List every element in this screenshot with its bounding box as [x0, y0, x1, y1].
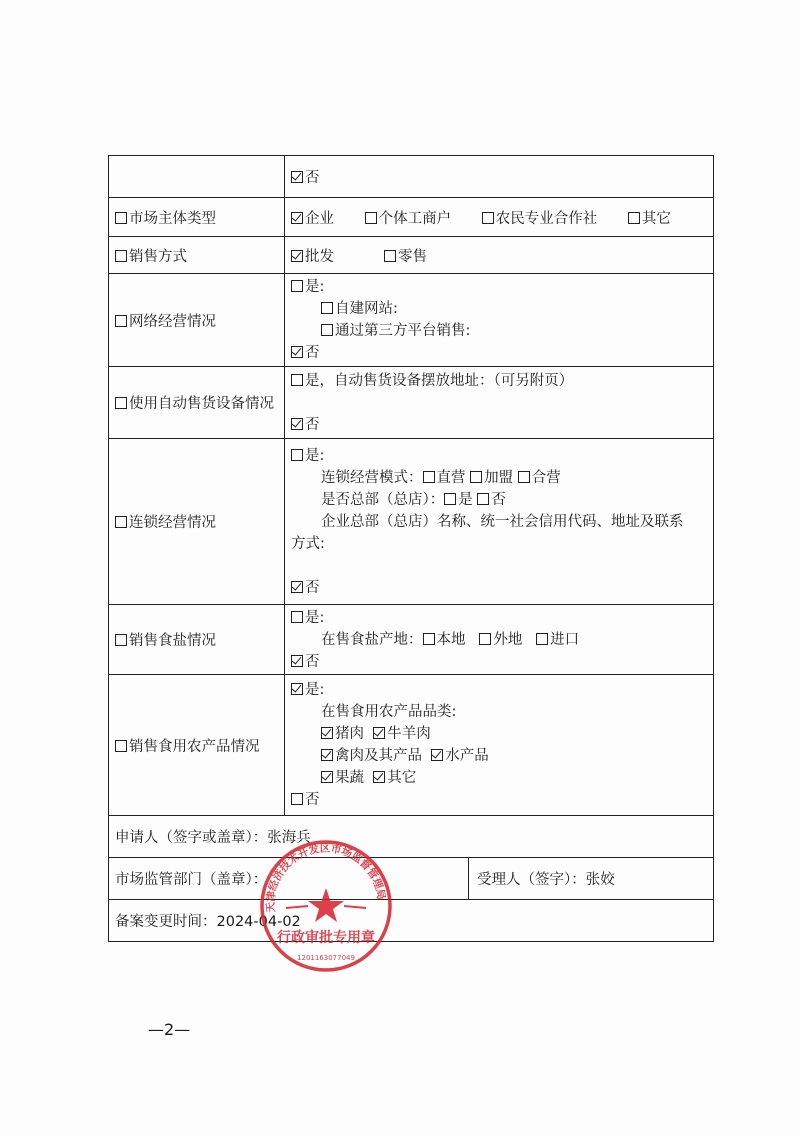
checkbox-icon	[115, 397, 127, 409]
seal-code: 1201163077049	[297, 954, 355, 962]
checkbox-icon	[291, 171, 303, 183]
checkbox-icon	[291, 250, 303, 262]
checkbox-icon	[115, 315, 127, 327]
checkbox-icon	[518, 471, 530, 483]
checkbox-icon	[291, 611, 303, 623]
checkbox-icon	[321, 302, 333, 314]
label-entity-type: 市场主体类型	[129, 210, 216, 227]
checkbox-icon	[479, 633, 491, 645]
receiver-field: 受理人（签字）：张姣	[477, 872, 615, 888]
checkbox-icon	[115, 250, 127, 262]
checkbox-icon	[628, 212, 640, 224]
checkbox-icon	[482, 212, 494, 224]
checkbox-icon	[115, 740, 127, 752]
checkbox-icon	[477, 493, 489, 505]
checkbox-icon	[321, 749, 333, 761]
checkbox-icon	[321, 727, 333, 739]
applicant-field: 申请人（签字或盖章）：张海兵	[109, 816, 714, 858]
checkbox-icon	[115, 212, 127, 224]
checkbox-icon	[321, 771, 333, 783]
checkbox-icon	[291, 280, 303, 292]
checkbox-icon	[291, 212, 303, 224]
filing-form-table: 否 市场主体类型 企业 个体工商户 农民专业合作社 其它 销售方式 批发 零售 网络经营情况 是: 自建网站: 通过第三方平台销售: 否 使用自动售货设备情况 是，自动售货设备摆放地址：（可另附页） 否 连锁经营情况 是: 连锁经营模式： 直营 加盟 合营 是否总部（总店）： 是 否 企业总部（总店）名称、统一社会信用代码、地址及联系 方式: 否 销售食盐情况 是: 在售食盐产地： 本地 外地 进口 否 销售食用农产品情况 是: 在售食用农产品品类: 猪肉 牛羊肉 禽肉及其产品 水产品 果蔬 其它 否 申请人（签字或盖章）：张海兵 市场监管部门（盖章）： 受理人（签字）：张姣 备案变更时间：2024-04-02	[108, 155, 714, 942]
checkbox-icon	[365, 212, 377, 224]
checkbox-icon	[444, 493, 456, 505]
checkbox-icon	[470, 471, 482, 483]
filing-date: 备案变更时间：2024-04-02	[109, 900, 714, 942]
checkbox-icon	[321, 324, 333, 336]
checkbox-icon	[291, 683, 303, 695]
checkbox-icon	[291, 449, 303, 461]
page-number: —2—	[148, 1020, 191, 1039]
checkbox-icon	[291, 346, 303, 358]
checkbox-icon	[373, 771, 385, 783]
checkbox-icon	[291, 793, 303, 805]
checkbox-icon	[291, 374, 303, 386]
seal-star-icon	[308, 888, 344, 922]
checkbox-icon	[291, 418, 303, 430]
checkbox-icon	[423, 633, 435, 645]
checkbox-icon	[291, 581, 303, 593]
dept-field: 市场监管部门（盖章）：	[109, 858, 469, 899]
seal-bottom-text: 行政审批专用章	[277, 930, 375, 946]
checkbox-icon	[423, 471, 435, 483]
checkbox-icon	[115, 634, 127, 646]
official-seal	[258, 838, 394, 974]
checkbox-icon	[115, 516, 127, 528]
checkbox-icon	[384, 250, 396, 262]
checkbox-icon	[431, 749, 443, 761]
checkbox-icon	[373, 727, 385, 739]
checkbox-icon	[291, 655, 303, 667]
checkbox-icon	[536, 633, 548, 645]
seal-top-text: 天津经济技术开发区市场监督管理局	[264, 842, 388, 913]
